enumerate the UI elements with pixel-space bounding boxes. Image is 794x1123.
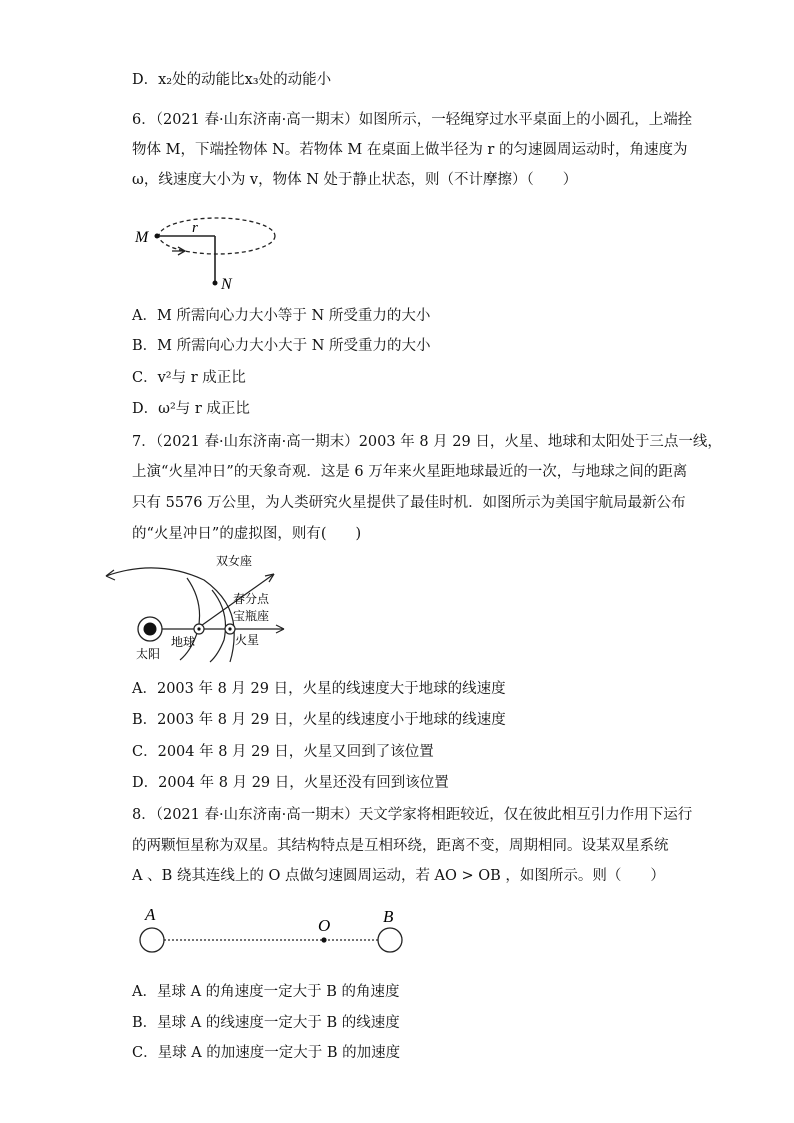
q7-stem-line-2: 上演“火星冲日”的天象奇观．这是 6 万年来火星距地球最近的一次，与地球之间的距离: [132, 464, 688, 480]
mass-n-dot: [213, 281, 218, 286]
q6-stem-line-2: 物体 M，下端拴物体 N。若物体 M 在桌面上做半径为 r 的匀速圆周运动时，角速度为: [132, 142, 688, 158]
q6-option-c: C．v²与 r 成正比: [132, 370, 246, 386]
q8-option-a: A．星球 A 的角速度一定大于 B 的角速度: [132, 984, 400, 1000]
label-mars: 火星: [235, 633, 260, 647]
q8-option-c: C．星球 A 的加速度一定大于 B 的加速度: [132, 1045, 401, 1061]
label-a: A: [145, 905, 156, 924]
mars-orbit-arc: [210, 590, 226, 662]
q8-stem-line-3: A 、B 绕其连线上的 O 点做匀速圆周运动，若 AO > OB ，如图所示。则（ ）: [132, 868, 665, 884]
q6-option-d: D．ω²与 r 成正比: [132, 401, 250, 417]
star-a-icon: [140, 928, 164, 952]
q6-option-b: B．M 所需向心力大小大于 N 所受重力的大小: [132, 338, 431, 354]
label-r: r: [192, 220, 198, 236]
q7-stem-line-4: 的“火星冲日”的虚拟图，则有( ): [132, 526, 362, 542]
q6-stem-line-3: ω，线速度大小为 v，物体 N 处于静止状态，则（不计摩擦）（ ）: [132, 172, 578, 188]
earth-core: [197, 627, 200, 630]
mars-core: [228, 627, 231, 630]
label-earth: 地球: [171, 635, 196, 649]
q8-binary-star-diagram: [138, 900, 408, 960]
label-aquarius: 宝瓶座: [233, 609, 270, 623]
label-b: B: [383, 907, 394, 926]
q7-stem-line-1: 7．（2021 春·山东济南·高一期末）2003 年 8 月 29 日，火星、地球和太阳处于三点一线，: [132, 434, 722, 450]
label-m: M: [135, 229, 149, 246]
q6-option-a: A．M 所需向心力大小等于 N 所受重力的大小: [132, 308, 431, 324]
gemini-arrow-icon: [265, 574, 274, 582]
q8-stem-line-1: 8．（2021 春·山东济南·高一期末）天文学家将相距较近，仅在彼此相互引力作用下运行: [132, 807, 693, 823]
q5-option-d: D．x₂处的动能比x₃处的动能小: [132, 72, 332, 88]
label-n: N: [221, 276, 232, 293]
label-o: O: [318, 916, 331, 935]
q8-stem-line-2: 的两颗恒星称为双星。其结构特点是互相环绕，距离不变，周期相同。设某双星系统: [132, 838, 669, 854]
q7-option-d: D．2004 年 8 月 29 日，火星还没有回到该位置: [132, 775, 449, 791]
center-o-dot: [321, 937, 326, 942]
label-sun: 太阳: [136, 647, 161, 661]
q7-option-c: C．2004 年 8 月 29 日，火星又回到了该位置: [132, 744, 434, 760]
mass-m-dot: [155, 234, 160, 239]
q7-option-a: A．2003 年 8 月 29 日，火星的线速度大于地球的线速度: [132, 681, 506, 697]
q8-option-b: B．星球 A 的线速度一定大于 B 的线速度: [132, 1015, 400, 1031]
q7-stem-line-3: 只有 5576 万公里，为人类研究火星提供了最佳时机．如图所示为美国宇航局最新公布: [132, 495, 686, 511]
star-b-icon: [378, 928, 402, 952]
q7-mars-opposition-diagram: [132, 550, 302, 665]
label-gemini: 双女座: [216, 554, 253, 568]
q6-stem-line-1: 6．（2021 春·山东济南·高一期末）如图所示，一轻绳穿过水平桌面上的小圆孔，上端拴: [132, 112, 693, 128]
q6-circular-motion-diagram: [132, 210, 282, 293]
sun-core: [144, 623, 157, 636]
q7-option-b: B．2003 年 8 月 29 日，火星的线速度小于地球的线速度: [132, 712, 506, 728]
label-equinox: 春分点: [233, 592, 270, 606]
